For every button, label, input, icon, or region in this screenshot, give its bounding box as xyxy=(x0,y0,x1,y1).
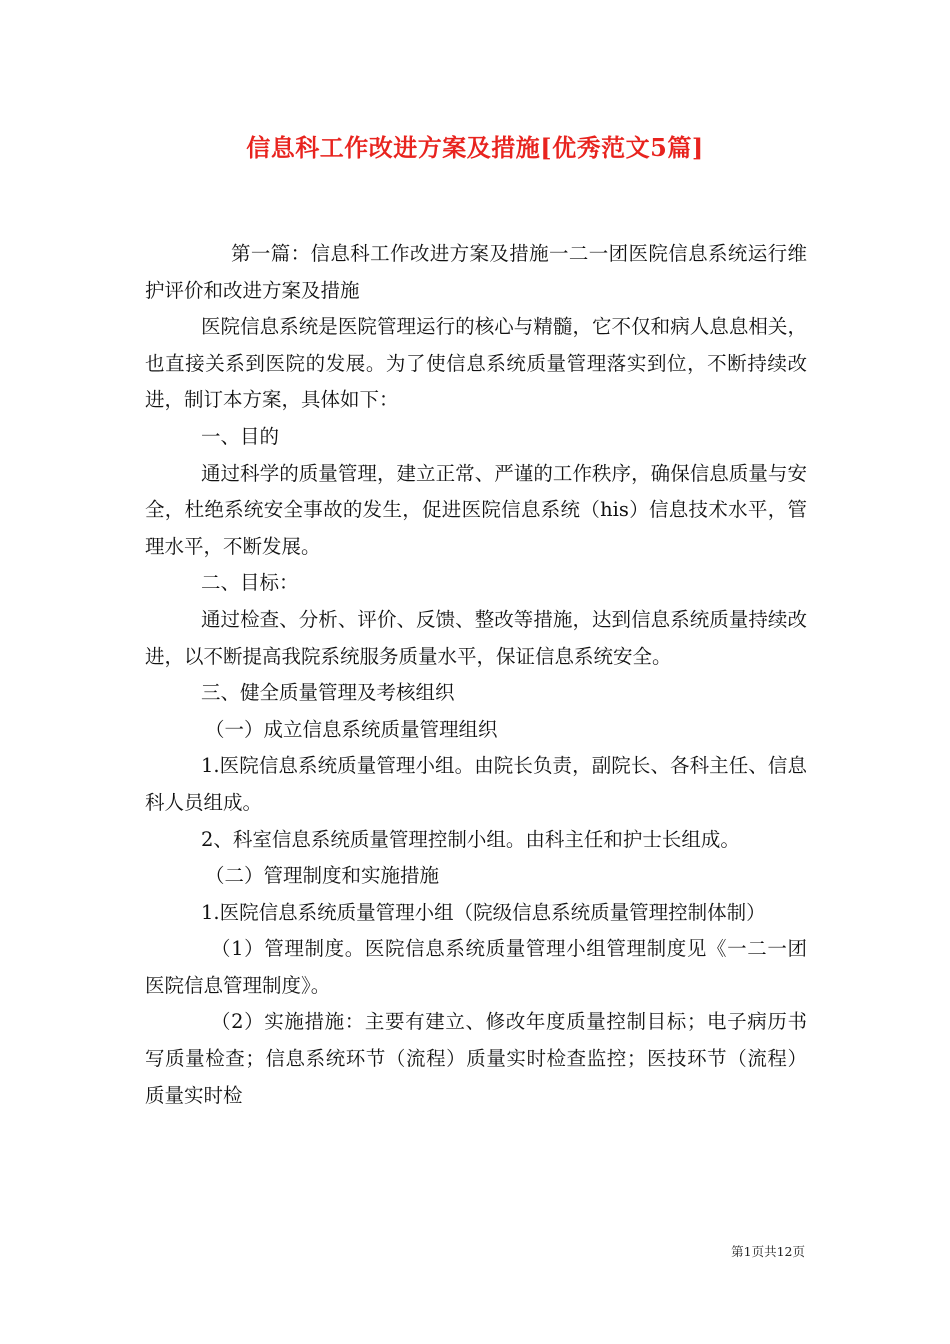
paragraph-rule-1: （1）管理制度。医院信息系统质量管理小组管理制度见《一二一团医院信息管理制度》。 xyxy=(145,937,807,997)
paragraph-section-heading: 第一篇：信息科工作改进方案及措施一二一团医院信息系统运行维护评价和改进方案及措施 xyxy=(145,242,807,302)
paragraph-rule-2: （2）实施措施：主要有建立、修改年度质量控制目标；电子病历书写质量检查；信息系统环节（流程）质量实时检查监控；医技环节（流程）质量实时检 xyxy=(145,1010,807,1107)
document-body xyxy=(145,236,807,1114)
heading-goal: 二、目标： xyxy=(201,571,299,595)
subheading-establish: （一）成立信息系统质量管理组织 xyxy=(205,717,498,741)
paragraph-item-2: 2、科室信息系统质量管理控制小组。由科主任和护士长组成。 xyxy=(201,827,740,851)
paragraph-goal: 通过检查、分析、评价、反馈、整改等措施，达到信息系统质量持续改进，以不断提高我院系统服务质量水平，保证信息系统安全。 xyxy=(145,607,807,668)
page-number: 第1页共12页 xyxy=(731,1244,805,1259)
paragraph-purpose: 通过科学的质量管理，建立正常、严谨的工作秩序，确保信息质量与安全，杜绝系统安全事故的发生，促进医院信息系统（his）信息技术水平，管理水平，不断发展。 xyxy=(145,461,807,558)
heading-purpose: 一、目的 xyxy=(201,424,280,448)
paragraph-item-1: 1.医院信息系统质量管理小组。由院长负责，副院长、各科主任、信息科人员组成。 xyxy=(145,754,807,814)
subheading-management: （二）管理制度和实施措施 xyxy=(205,864,440,888)
document-title: 信息科工作改进方案及措施[优秀范文5篇] xyxy=(246,133,704,162)
paragraph-management-1: 1.医院信息系统质量管理小组（院级信息系统质量管理控制体制） xyxy=(201,900,766,924)
paragraph-intro: 医院信息系统是医院管理运行的核心与精髓，它不仅和病人息息相关，也直接关系到医院的发展。为了使信息系统质量管理落实到位，不断持续改进，制订本方案，具体如下： xyxy=(145,315,807,412)
heading-organization: 三、健全质量管理及考核组织 xyxy=(201,681,455,705)
